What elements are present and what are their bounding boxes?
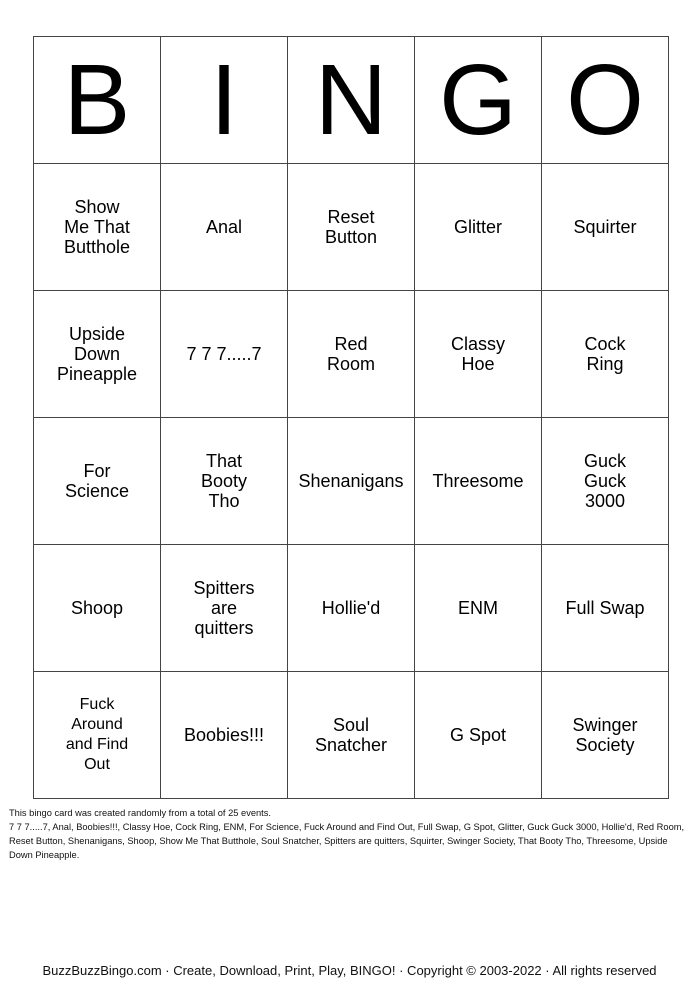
grid-cell xyxy=(161,291,288,418)
cell-text: G Spot xyxy=(449,724,507,745)
grid-cell xyxy=(415,291,542,418)
grid-cell xyxy=(542,418,669,545)
cell-text: Swinger Society xyxy=(572,714,638,755)
cell-text: Full Swap xyxy=(565,597,645,618)
grid-cell xyxy=(34,291,161,418)
cell-text: Spitters are quitters xyxy=(193,577,255,638)
grid-cell xyxy=(415,418,542,545)
cell-text: ENM xyxy=(458,597,498,618)
header-cell-b xyxy=(34,37,161,164)
grid-cell xyxy=(34,418,161,545)
header-letter: N xyxy=(314,44,388,156)
cell-text: Squirter xyxy=(573,216,637,237)
cell-text: Classy Hoe xyxy=(450,333,505,374)
grid-row xyxy=(34,418,669,545)
cell-text: 7 7 7.....7 xyxy=(186,343,262,364)
cell-text: For Science xyxy=(64,460,130,501)
cell-text: Cock Ring xyxy=(584,333,626,374)
grid-cell xyxy=(542,164,669,291)
grid-cell xyxy=(34,672,161,799)
grid-cell xyxy=(34,545,161,672)
grid-row xyxy=(34,545,669,672)
event-list: 7 7 7.....7, Anal, Boobies!!!, Classy Hoe, Cock Ring, ENM, For Science, Fuck Around and Find Out, Full Swap, G Spot, Glitter, Guck Guck 3000, Hollie'd, Red Room, Reset Button, Shenanigans, Shoop, Show Me That Butthole, Soul Snatcher, Spitters are quitters, Squirter, Swinger Society, That Booty Tho, Threesome, Upside Down Pineapple. xyxy=(9,822,685,860)
cell-text: Shoop xyxy=(70,597,124,618)
grid-cell xyxy=(542,291,669,418)
grid-cell xyxy=(161,164,288,291)
grid-cell xyxy=(288,672,415,799)
grid-cell xyxy=(542,545,669,672)
grid-cell xyxy=(415,672,542,799)
cell-text: Red Room xyxy=(326,333,375,374)
grid-cell xyxy=(161,545,288,672)
header-letter: B xyxy=(63,44,131,156)
header-cell-o xyxy=(542,37,669,164)
grid-cell xyxy=(542,672,669,799)
cell-text: Soul Snatcher xyxy=(314,714,388,755)
cell-text: Glitter xyxy=(453,216,502,237)
site-footer: BuzzBuzzBingo.com · Create, Download, Print, Play, BINGO! · Copyright © 2003-2022 · All rights reserved xyxy=(42,963,657,978)
cell-text: Boobies!!! xyxy=(183,724,265,745)
cell-text: Anal xyxy=(205,216,243,237)
card-info xyxy=(9,806,689,862)
header-cell-i xyxy=(161,37,288,164)
header-cell-g xyxy=(415,37,542,164)
grid-cell xyxy=(415,545,542,672)
cell-text: Guck Guck 3000 xyxy=(583,450,626,511)
header-letter: G xyxy=(439,44,517,156)
grid-cell xyxy=(415,164,542,291)
header-letter: I xyxy=(210,44,238,156)
grid-cell xyxy=(288,291,415,418)
grid-row xyxy=(34,672,669,799)
cell-text: Hollie'd xyxy=(321,597,381,618)
cell-text: Fuck Around and Find Out xyxy=(65,696,129,773)
grid-row xyxy=(34,291,669,418)
header-row xyxy=(34,37,669,164)
grid-cell xyxy=(288,164,415,291)
grid-row xyxy=(34,164,669,291)
grid-cell xyxy=(34,164,161,291)
cell-text: Threesome xyxy=(432,470,524,491)
card-summary: This bingo card was created randomly from a total of 25 events. xyxy=(9,808,271,818)
bingo-card xyxy=(33,36,669,799)
cell-text: That Booty Tho xyxy=(200,450,248,511)
cell-text: Upside Down Pineapple xyxy=(56,323,138,384)
grid-cell xyxy=(288,418,415,545)
grid-cell xyxy=(161,672,288,799)
header-letter: O xyxy=(566,44,644,156)
cell-text: Show Me That Butthole xyxy=(63,196,131,257)
grid-cell xyxy=(288,545,415,672)
cell-text: Reset Button xyxy=(324,206,378,247)
grid-cell xyxy=(161,418,288,545)
cell-text: Shenanigans xyxy=(298,470,404,491)
header-cell-n xyxy=(288,37,415,164)
